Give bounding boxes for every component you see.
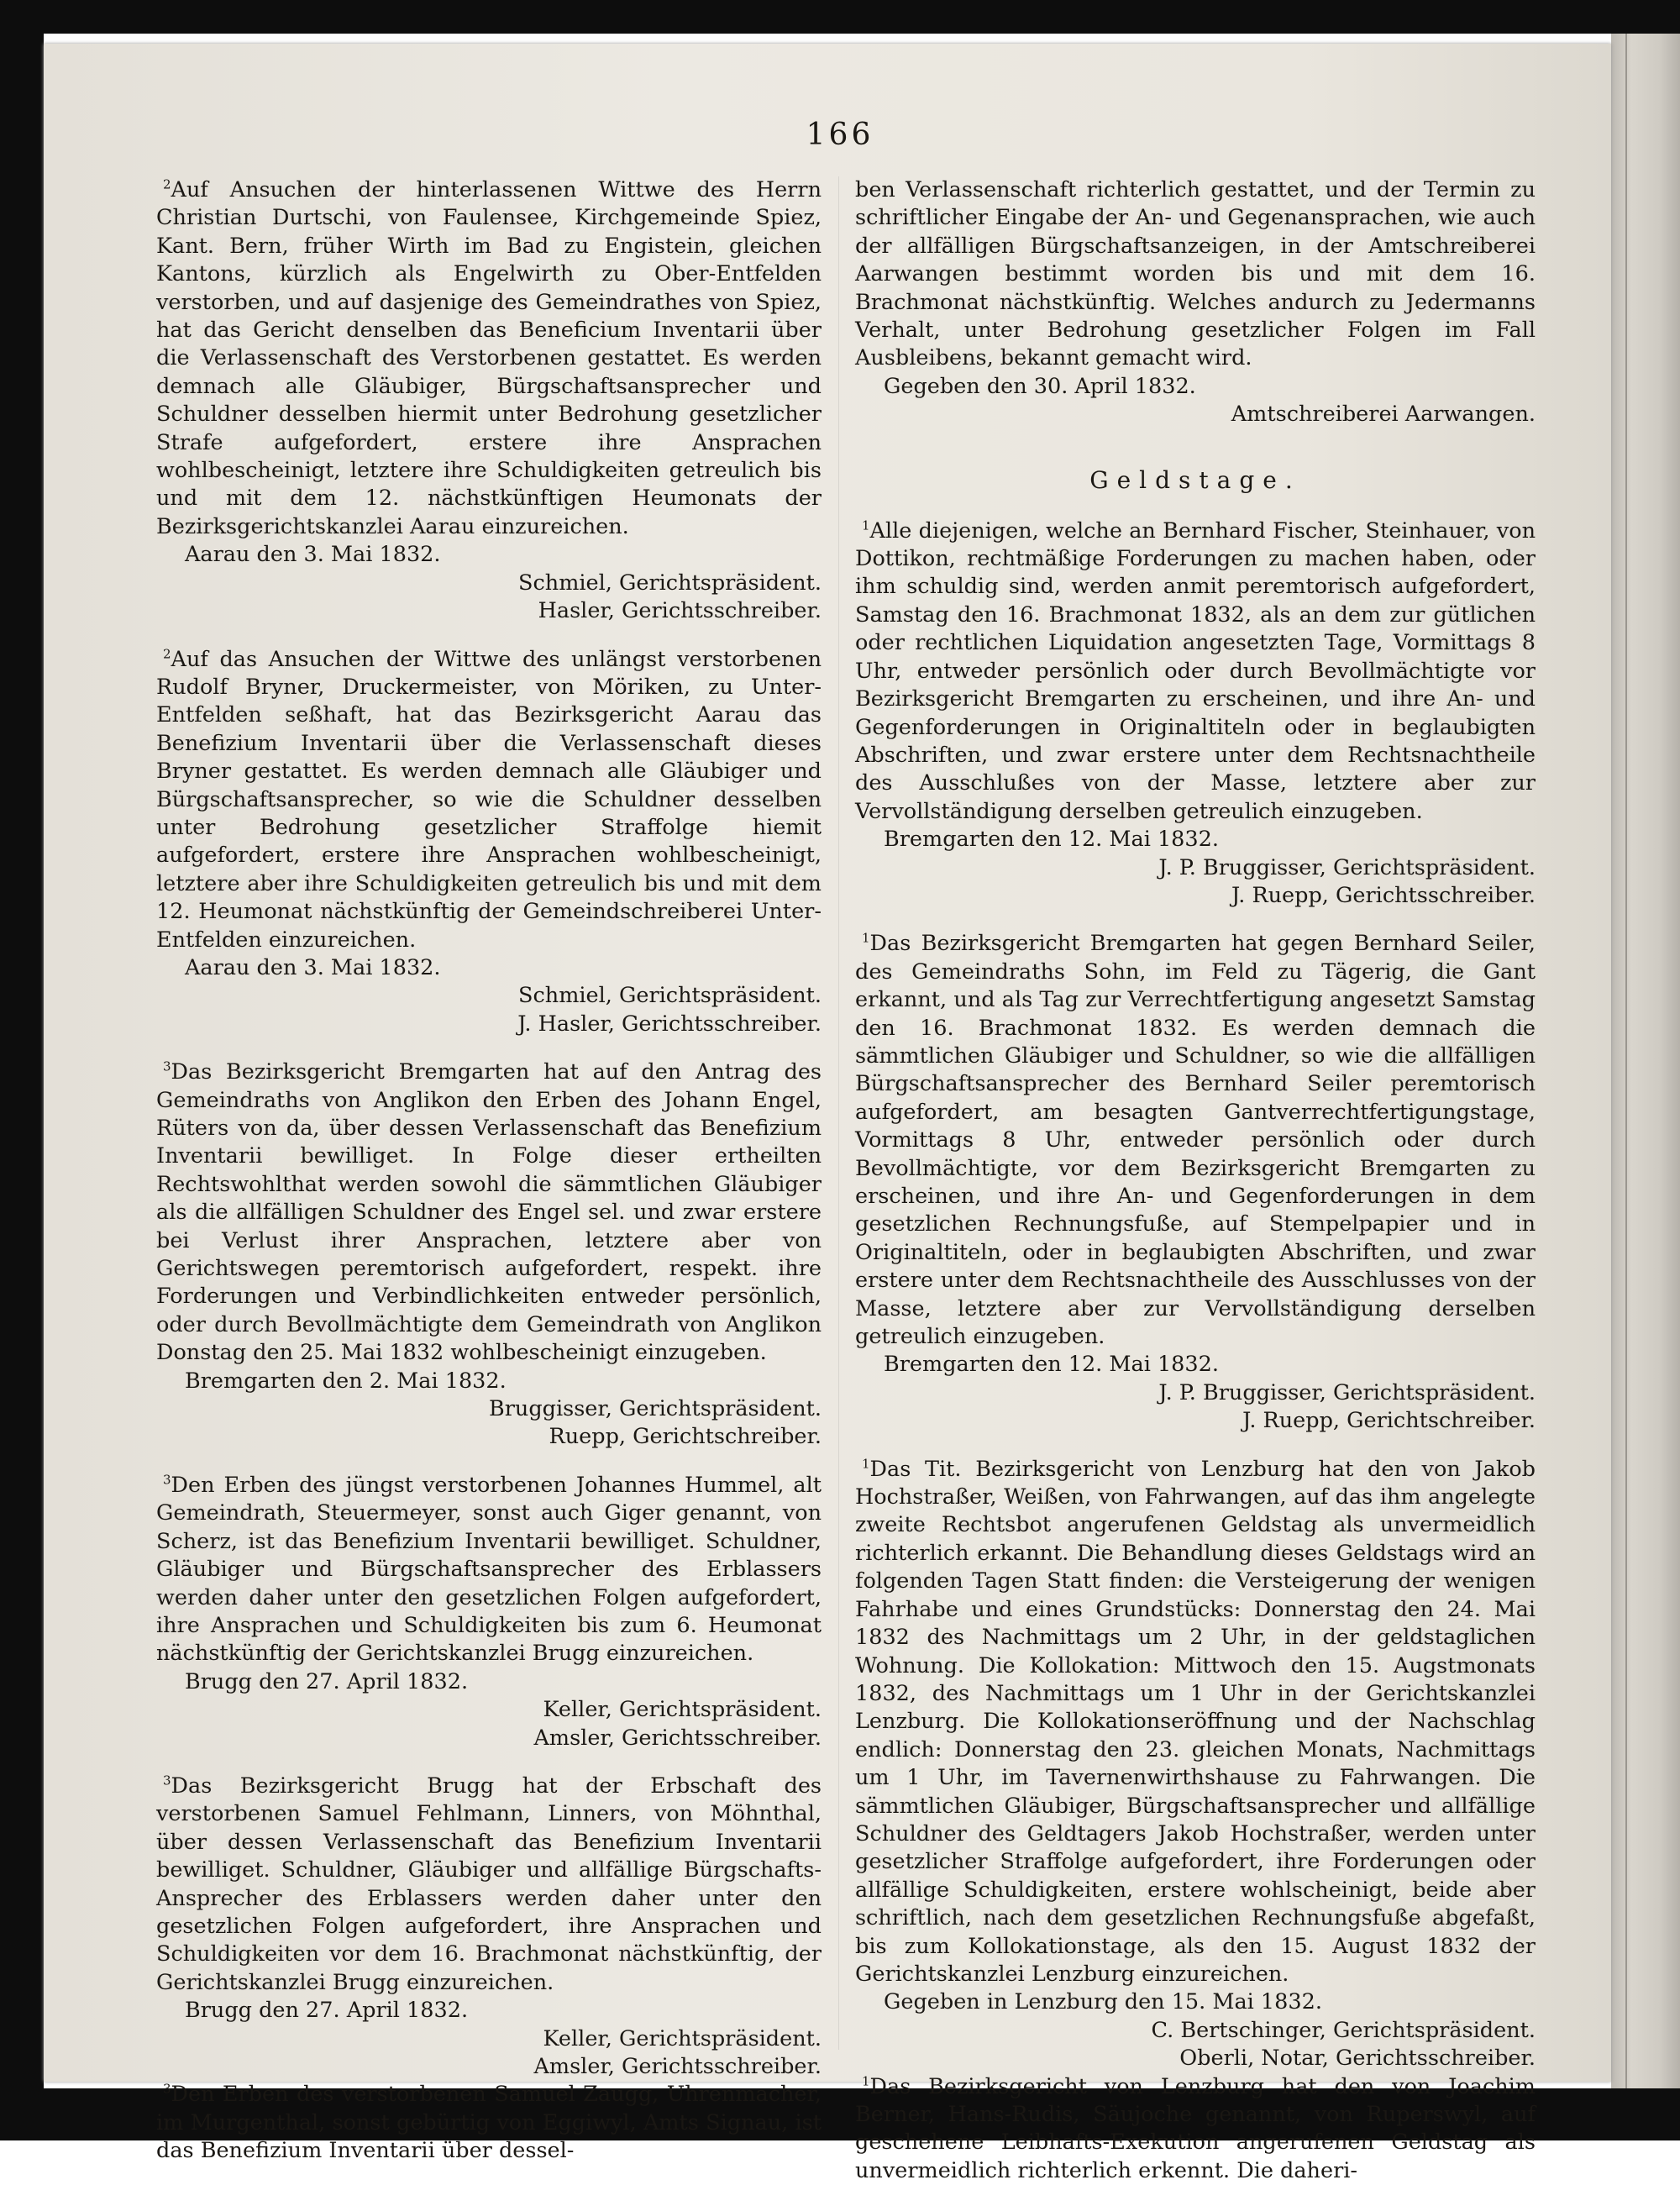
notice: [156, 1472, 822, 1752]
signature: Oberli, Notar, Gerichtsschreiber.: [1179, 2046, 1536, 2072]
signature: Amsler, Gerichtsschreiber.: [533, 1725, 822, 1751]
notice-marker: 1: [862, 1456, 870, 1472]
notice-body: Den Erben des verstorbenen Samuel Zaugg, Uhrenmacher, im Murgenthal, sonst gebürtig von Eggiwyl, Amts Signau, ist das Benefizium Inventarii über dessel-: [156, 2082, 822, 2164]
notice: [156, 1058, 822, 1452]
signature: Schmiel, Gerichtspräsident.: [518, 570, 822, 596]
place-date: Brugg den 27. April 1832.: [185, 1668, 469, 1694]
notice: [855, 2073, 1536, 2185]
signature: Bruggisser, Gerichtspräsident.: [488, 1396, 822, 1422]
signature: Amsler, Gerichtsschreiber.: [533, 2054, 822, 2079]
notice-body: Das Bezirksgericht Bremgarten hat auf den Antrag des Gemeindraths von Anglikon den Erben des Johann Engel, Rüters von da, über dessen Verlassenschaft das Benefizium Inventarii bewilliget. In Folge dieser ertheilten Rechtswohlthat werden sowohl die sämmtlichen Gläubiger als die allfälligen Schuldner des Engel sel. und zwar erstere bei Verlust ihrer Ansprachen, letztere aber von Gerichtswegen peremtorisch aufgefordert, respekt. ihre Forderungen und Verbindlichkeiten entweder persönlich, oder durch Bevollmächtigte dem Gemeindrath von Anglikon Donstag den 25. Mai 1832 wohlbescheinigt einzugeben.: [156, 1059, 822, 1366]
signature: Ruepp, Gerichtschreiber.: [549, 1424, 822, 1450]
notice-marker: 1: [862, 517, 870, 533]
signature: Schmiel, Gerichtspräsident.: [518, 983, 822, 1009]
place-date: Bremgarten den 12. Mai 1832.: [884, 827, 1219, 853]
notice-marker: 3: [163, 1058, 171, 1074]
place-date: Brugg den 27. April 1832.: [185, 1998, 469, 2024]
signature: C. Bertschinger, Gerichtspräsident.: [1151, 2017, 1536, 2043]
notice-marker: 1: [862, 2073, 870, 2089]
signature: Keller, Gerichtspräsident.: [543, 1697, 822, 1723]
notice-marker: 3: [163, 2081, 171, 2097]
page-edge: [1611, 34, 1680, 2088]
signature: J. Ruepp, Gerichtschreiber.: [1242, 1408, 1536, 1434]
page-number: 166: [806, 118, 874, 152]
signature: Amtschreiberei Aarwangen.: [1231, 402, 1536, 428]
notice: [156, 2081, 822, 2165]
notice-body: Das Tit. Bezirksgericht von Lenzburg hat den von Jakob Hochstraßer, Weißen, von Fahrwangen, auf das ihm angelegte zweite Rechtsbot angerufenen Geldstag als unvermeidlich richterlich erkannt. Die Behandlung dieses Geldstags wird an folgenden Tagen Statt finden: die Versteigerung der wenigen Fahrhabe und eines Grundstücks: Donnerstag den 24. Mai 1832 des Nachmittags um 2 Uhr, in der geldstaglichen Wohnung. Die Kollokation: Mittwoch den 15. Augstmonats 1832, des Nachmittags um 1 Uhr in der Gerichtskanzlei Lenzburg. Die Kollokationseröffnung und der Nachschlag endlich: Donnerstag den 23. gleichen Monats, Nachmittags um 1 Uhr, im Tavernenwirthshause zu Fahrwangen. Die sämmtlichen Gläubiger, Bürgschaftsansprecher und allfällige Schuldner des Geldtagers Jakob Hochstraßer, werden unter gesetzlicher Straffolge aufgefordert, ihre Forderungen oder allfällige Schuldigkeiten, erstere wohlscheinigt, beide aber schriftlich, nach dem gesetzlichen Rechnungsfuße abgefaßt, bis zum Kollokationstage, als den 15. August 1832 der Gerichtskanzlei Lenzburg einzureichen.: [855, 1456, 1536, 1987]
column-divider: [838, 176, 839, 2050]
notice-marker: 1: [862, 930, 870, 946]
notice-body: Das Bezirksgericht Brugg hat der Erbschaft des verstorbenen Samuel Fehlmann, Linners, von Möhnthal, über dessen Verlassenschaft das Benefizium Inventarii bewilliget. Schuldner, Gläubiger und allfällige Bürgschafts-Ansprecher des Erblassers werden daher unter den gesetzlichen Folgen aufgefordert, ihre Ansprachen und Schuldigkeiten vor dem 16. Brachmonat nächstkünftig, der Gerichtskanzlei Brugg einzureichen.: [156, 1773, 822, 1995]
place-date: Bremgarten den 12. Mai 1832.: [884, 1352, 1219, 1378]
notice-body: Das Bezirksgericht Bremgarten hat gegen Bernhard Seiler, des Gemeindraths Sohn, im Feld zu Tägerig, die Gant erkannt, und als Tag zur Verrechtfertigung angesetzt Samstag den 16. Brachmonat 1832. Es werden demnach die sämmtlichen Gläubiger und Schuldner, so wie die allfälligen Bürgschaftsansprecher des Bernhard Seiler peremtorisch aufgefordert, am besagten Gantverrechtfertigungstage, Vormittags 8 Uhr, entweder persönlich oder durch Bevollmächtigte, vor dem Bezirksgericht Bremgarten zu erscheinen, und ihre An- und Gegenforderungen in dem gesetzlichen Rechnungsfuße, auf Stempelpapier und in Originaltiteln, oder in beglaubigten Abschriften, und zwar erstere unter dem Rechtsnachtheile des Ausschlusses von der Masse, letztere aber zur Vervollständigung derselben getreulich einzugeben.: [855, 931, 1536, 1350]
notice-body: Den Erben des jüngst verstorbenen Johannes Hummel, alt Gemeindrath, Steuermeyer, sonst auch Giger genannt, von Scherz, ist das Benefizium Inventarii bewilliget. Schuldner, Gläubiger und Bürgschaftsansprecher des Erblassers werden daher unter den gesetzlichen Folgen aufgefordert, ihre Ansprachen und Schuldigkeiten bis zum 6. Heumonat nächstkünftig der Gerichtskanzlei Brugg einzureichen.: [156, 1472, 822, 1667]
notice-body: ben Verlassenschaft richterlich gestattet, und der Termin zu schriftlicher Eingabe der An- und Gegenansprachen, wie auch der allfälligen Bürgschaftsanzeigen, in der Amtschreiberei Aarwangen bestimmt worden bis und mit dem 16. Brachmonat nächstkünftig. Welches andurch zu Jedermanns Verhalt, unter Bedrohung gesetzlicher Folgen im Fall Ausbleibens, bekannt gemacht wird.: [855, 177, 1536, 371]
notice-body: Auf Ansuchen der hinterlassenen Wittwe des Herrn Christian Durtschi, von Faulensee, Kirchgemeinde Spiez, Kant. Bern, früher Wirth im Bad zu Engistein, gleichen Kantons, kürzlich als Engelwirth zu Ober-Entfelden verstorben, und auf dasjenige des Gemeindrathes von Spiez, hat das Gericht denselben das Beneficium Inventarii über die Verlassenschaft des Verstorbenen gestattet. Es werden demnach alle Gläubiger, Bürgschaftsansprecher und Schuldner desselben hiermit unter Bedrohung gesetzlicher Strafe aufgefordert, erstere ihre Ansprachen wohlbescheinigt, letztere ihre Schuldigkeiten getreulich bis und mit dem 12. nächstkünftigen Heumonats der Bezirksgerichtskanzlei Aarau einzureichen.: [156, 177, 822, 539]
notice-marker: 3: [163, 1773, 171, 1788]
right-column: [855, 176, 1536, 2185]
signature: Keller, Gerichtspräsident.: [543, 2025, 822, 2051]
place-date: Gegeben den 30. April 1832.: [884, 373, 1196, 399]
notice: [855, 517, 1536, 911]
signature: Hasler, Gerichtsschreiber.: [538, 598, 822, 624]
notice: [156, 1773, 822, 2081]
notice-body: Alle diejenigen, welche an Bernhard Fischer, Steinhauer, von Dottikon, rechtmäßige Forderungen zu machen haben, oder ihm schuldig sind, werden anmit peremtorisch aufgefordert, Samstag den 16. Brachmonat 1832, als an dem zur gütlichen oder rechtlichen Liquidation angesetzten Tage, Vormittags 8 Uhr, entweder persönlich oder durch Bevollmächtigte vor Bezirksgericht Bremgarten zu erscheinen, und ihre An- und Gegenforderungen in Originaltiteln oder in beglaubigten Abschriften, und zwar erstere unter dem Rechtsnachtheile des Ausschlußes von der Masse, letztere aber zur Vervollständigung derselben getreulich einzugeben.: [855, 517, 1536, 824]
scan-border-left: [0, 0, 44, 2140]
left-column: [156, 176, 822, 2166]
notice-marker: 2: [163, 646, 171, 661]
notice-marker: 2: [163, 176, 171, 192]
place-date: Aarau den 3. Mai 1832.: [185, 954, 441, 980]
place-date: Bremgarten den 2. Mai 1832.: [185, 1368, 507, 1394]
signature: J. P. Bruggisser, Gerichtspräsident.: [1158, 854, 1536, 880]
notice: [855, 1456, 1536, 2073]
notice: [156, 176, 822, 626]
signature: J. Hasler, Gerichtsschreiber.: [517, 1011, 822, 1037]
page-edge-line: [1625, 34, 1627, 2088]
place-date: Gegeben in Lenzburg den 15. Mai 1832.: [884, 1989, 1322, 2015]
notice-marker: 3: [163, 1472, 171, 1488]
notice-continuation: [855, 176, 1536, 429]
notice-body: Auf das Ansuchen der Wittwe des unlängst verstorbenen Rudolf Bryner, Druckermeister, von Möriken, zu Unter-Entfelden seßhaft, hat das Bezirksgericht Aarau das Benefizium Inventarii über die Verlassenschaft dieses Bryner gestattet. Es werden demnach alle Gläubiger und Bürgschaftsansprecher, so wie die Schuldner desselben unter Bedrohung gesetzlicher Straffolge hiemit aufgefordert, erstere ihre Ansprachen wohlbescheinigt, letztere aber ihre Schuldigkeiten getreulich bis und mit dem 12. Heumonat nächstkünftig der Gemeindschreiberei Unter-Entfelden einzureichen.: [156, 646, 822, 953]
notice-body: Das Bezirksgericht von Lenzburg hat den von Joachim Berner, Hans-Rudis, Säujoche genannt, von Ruperswyl, auf geschehene Leibhafts-Exekution angerufenen Geldstag als unvermeidlich richterlich erkennt. Die daheri-: [855, 2073, 1536, 2183]
signature: J. Ruepp, Gerichtsschreiber.: [1231, 882, 1536, 908]
section-heading: Geldstage.: [1089, 465, 1301, 494]
notice: [855, 930, 1536, 1435]
signature: J. P. Bruggisser, Gerichtspräsident.: [1158, 1379, 1536, 1405]
notice: [156, 646, 822, 1039]
scan-border-top: [0, 0, 1680, 34]
place-date: Aarau den 3. Mai 1832.: [185, 542, 441, 568]
